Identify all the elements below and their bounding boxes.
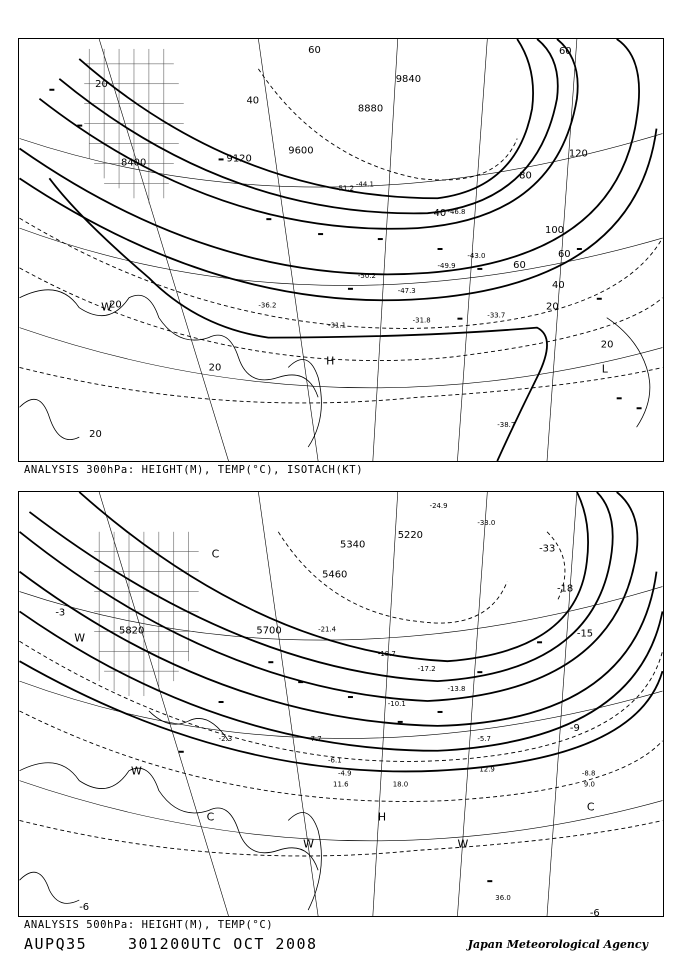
graticule bbox=[20, 492, 663, 916]
temp-label: -51.2 bbox=[336, 184, 355, 193]
hatched-area bbox=[94, 532, 199, 696]
map-500hpa-svg bbox=[19, 492, 663, 916]
station-value: -10.1 bbox=[387, 699, 406, 708]
temp-label: -6 bbox=[589, 908, 600, 916]
station-value: -13.8 bbox=[447, 685, 466, 694]
temp-label: -15 bbox=[576, 628, 594, 640]
station-value: -6.1 bbox=[328, 756, 342, 765]
height-label: 9120 bbox=[226, 153, 252, 165]
chart-500hpa bbox=[18, 491, 664, 917]
caption-500hpa: ANALYSIS 500hPa: HEIGHT(M), TEMP(°C) bbox=[24, 919, 274, 931]
temp-label: -9 bbox=[569, 722, 580, 734]
isotach-label: 100 bbox=[545, 225, 565, 237]
warm-symbol: W bbox=[101, 300, 112, 314]
isotach-label: 80 bbox=[519, 170, 532, 182]
height-label: 5820 bbox=[119, 625, 145, 637]
height-label: 5220 bbox=[397, 529, 424, 541]
station-value: -33.0 bbox=[477, 518, 496, 527]
temperature-contours bbox=[20, 69, 663, 403]
map-300hpa-svg bbox=[19, 39, 663, 461]
isotach-label: 40 bbox=[433, 208, 447, 220]
isotach-label: 60 bbox=[308, 44, 321, 56]
temp-label: -3 bbox=[55, 607, 66, 619]
station-value: 12.9 bbox=[479, 765, 495, 774]
station-value: -21.4 bbox=[318, 625, 337, 634]
cold-symbol: C bbox=[586, 800, 595, 814]
temp-label: -31.8 bbox=[412, 316, 431, 325]
height-label: 8400 bbox=[121, 157, 147, 169]
bulletin-code: AUPQ35 bbox=[24, 935, 88, 953]
temp-label: -46.8 bbox=[447, 208, 466, 217]
warm-symbol: W bbox=[303, 837, 315, 851]
isotach-label: 60 bbox=[558, 45, 572, 57]
warm-symbol: W bbox=[130, 764, 142, 778]
height-label: 5340 bbox=[340, 539, 366, 551]
isotach-label: 20 bbox=[600, 339, 614, 351]
height-contours bbox=[20, 492, 663, 771]
bulletin-timestamp: 301200UTC OCT 2008 bbox=[128, 935, 318, 953]
height-label: 9600 bbox=[288, 145, 314, 157]
isotach-label: 20 bbox=[208, 362, 222, 374]
temp-label: -18 bbox=[556, 583, 574, 595]
temp-label: -43.0 bbox=[467, 251, 486, 260]
cold-symbol: C bbox=[211, 547, 220, 561]
warm-symbol: W bbox=[74, 631, 86, 645]
isotach-label: 20 bbox=[95, 78, 108, 90]
height-label: 9840 bbox=[395, 73, 422, 85]
high-pressure-symbol: H bbox=[377, 810, 387, 824]
station-value: 18.0 bbox=[392, 780, 409, 789]
coastline bbox=[20, 290, 650, 447]
station-value: -17.2 bbox=[417, 665, 436, 674]
isotach-label: 20 bbox=[89, 429, 102, 441]
coastline bbox=[20, 711, 322, 910]
agency-name: Japan Meteorological Agency bbox=[467, 938, 648, 951]
caption-300hpa: ANALYSIS 300hPa: HEIGHT(M), TEMP(°C), ISOTACH(KT) bbox=[24, 464, 364, 476]
cold-symbol: C bbox=[206, 810, 215, 824]
chart-300hpa bbox=[18, 38, 664, 462]
station-value: -5.7 bbox=[477, 734, 491, 743]
isotach-label: 60 bbox=[513, 259, 526, 271]
height-label: 5460 bbox=[322, 569, 348, 581]
temp-label: -47.3 bbox=[397, 286, 416, 295]
hatched-area bbox=[84, 49, 184, 203]
station-value: 11.6 bbox=[333, 780, 349, 789]
high-pressure-symbol: H bbox=[326, 354, 335, 368]
wind-barbs bbox=[179, 641, 542, 882]
height-label: 8880 bbox=[357, 103, 384, 115]
temp-label: -33 bbox=[539, 543, 556, 555]
temp-label: -50.2 bbox=[357, 271, 376, 280]
station-value: -7.7 bbox=[308, 734, 322, 743]
temp-label: -49.9 bbox=[437, 261, 456, 270]
isotach-label: 120 bbox=[568, 148, 588, 160]
temp-label: -33.7 bbox=[487, 311, 506, 320]
height-label: 5700 bbox=[256, 625, 282, 637]
low-pressure-symbol: L bbox=[601, 362, 608, 376]
station-value: -4.9 bbox=[338, 769, 352, 778]
temp-label: -38.7 bbox=[497, 421, 516, 430]
isotach-label: 20 bbox=[109, 299, 122, 311]
station-value: -18.7 bbox=[377, 650, 396, 659]
isotach-label: 40 bbox=[552, 279, 565, 291]
temp-label: -44.1 bbox=[355, 180, 374, 189]
warm-symbol: W bbox=[457, 837, 469, 851]
temp-label: -36.2 bbox=[258, 301, 277, 310]
isotach-label: 20 bbox=[546, 301, 559, 313]
temp-label: -6 bbox=[79, 902, 90, 914]
station-value: 9.0 bbox=[583, 780, 595, 789]
station-value: -2.3 bbox=[218, 734, 233, 743]
isotach-label: 60 bbox=[557, 248, 571, 260]
isotach-label: 40 bbox=[246, 95, 260, 107]
station-value: -8.8 bbox=[581, 769, 596, 778]
station-value: 36.0 bbox=[495, 894, 511, 903]
station-value: -24.9 bbox=[429, 501, 448, 510]
labels-500 bbox=[55, 502, 599, 916]
temp-label: -31.1 bbox=[328, 321, 347, 330]
